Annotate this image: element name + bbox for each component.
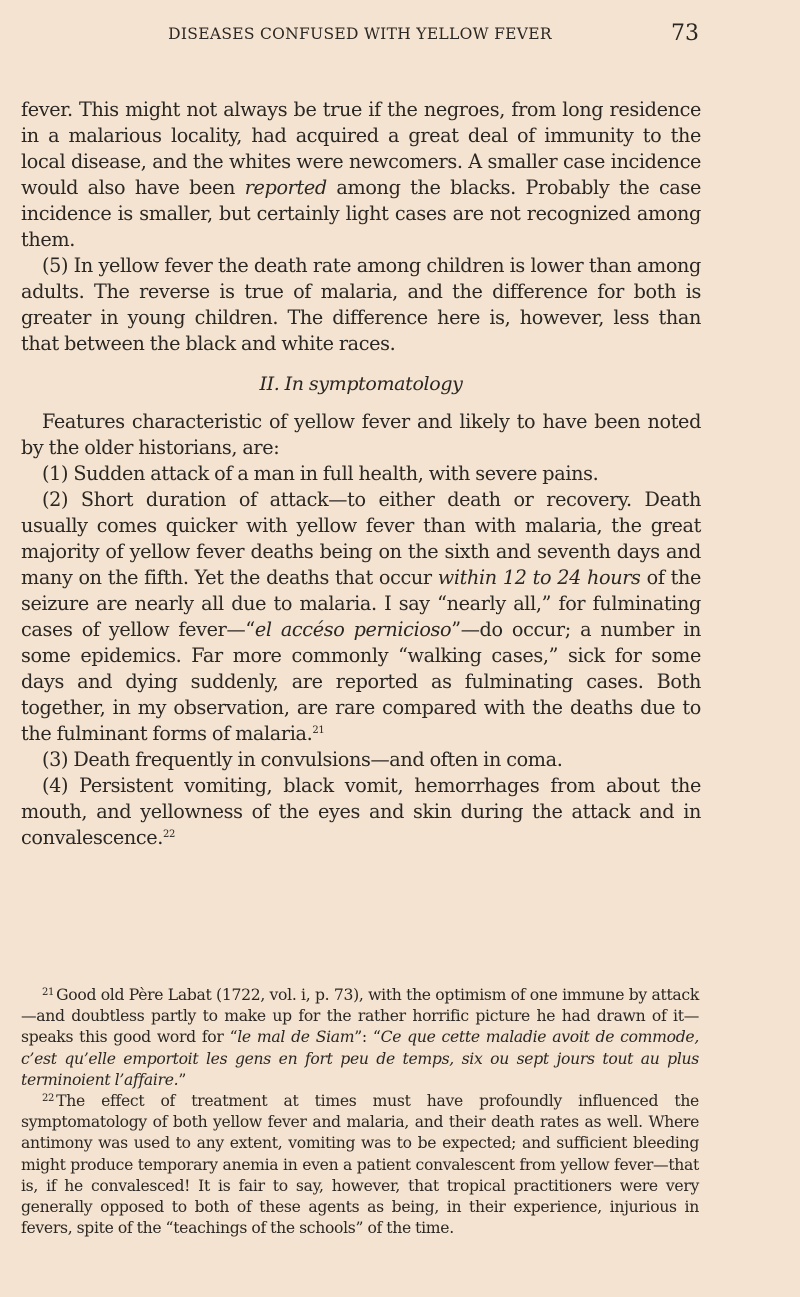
list-item-4: (4) Persistent vomiting, black vomit, hemorrhages from about the mouth, and yellowness of the eyes and skin during the attack and in convalescence.$^{22}$ [21, 774, 701, 849]
emphasis: el accéso pernicioso [254, 618, 452, 641]
running-title: DISEASES CONFUSED WITH YELLOW FEVER [168, 25, 552, 43]
footnote-mark: 22 [42, 1093, 55, 1105]
footnotes [21, 985, 699, 1239]
list-item-1: (1) Sudden attack of a man in full health, with severe pains. [42, 462, 599, 485]
emphasis: within 12 to 24 hours [437, 566, 641, 589]
page-number: 73 [671, 21, 699, 46]
footnote-mark: 21 [42, 987, 55, 998]
list-item-3: (3) Death frequently in convulsions—and often in coma. [42, 748, 563, 771]
emphasis: reported [244, 176, 327, 199]
body-text [21, 97, 701, 851]
list-item-2: (2) Short duration of attack—to either death or recovery. Death usually comes quicker with yellow fever than with malaria, the great majority of yellow fever deaths being on the sixth and seventh days and many on the fifth. Yet the deaths that occur within 12 to 24 hours of the seizure are nearly all due to malaria. I say “nearly all,” for fulminating cases of yellow fever—“el accéso pernicioso”—do occur; a number in some epidemics. Far more commonly “walking cases,” sick for some days and dying suddenly, are reported as fulminating cases. Both together, in my observation, are rare compared with the deaths due to the fulminant forms of malaria.$^{21}$ [21, 488, 702, 745]
footnote-ref-22[interactable]: 22 [163, 829, 176, 840]
footnote-22: $^{22}$ The effect of treatment at times must have profoundly influenced the symptomatology of both yellow fever and malaria, and their death rates as well. Where antimony was used to any extent, vomiting was to be expected; and sufficient bleeding might produce temporary anemia in even a patient convalescent from yellow fever—that is, if he convalesced! It is fair to say, however, that tropical practitioners were very generally opposed to both of these agents as being, in their experience, injurious in fevers, spite of the “teachings of the schools” of the time. [21, 1092, 699, 1238]
paragraph-features-intro: Features characteristic of yellow fever and likely to have been noted by the older historians, are: [21, 410, 701, 459]
footnote-ref-21[interactable]: 21 [312, 725, 325, 736]
running-head [21, 21, 699, 51]
section-heading: II. In symptomatology [259, 373, 463, 395]
paragraph-point-5: (5) In yellow fever the death rate among children is lower than among adults. The reverse is true of malaria, and the difference for both is greater in young children. The difference here is, however, less than that between the black and white races. [21, 254, 701, 355]
paragraph-continuation: fever. This might not always be true if the negroes, from long residence in a malarious locality, had acquired a great deal of immunity to the local disease, and the whites were newcomers. A smaller case incidence would also have been reported among the blacks. Probably the case incidence is smaller, but certainly light cases are not recognized among them. [21, 98, 701, 251]
footnote-21: $^{21}$ Good old Père Labat (1722, vol. i, p. 73), with the optimism of one immune by attack—and doubtless partly to make up for the rather horrific picture he had drawn of it—speaks this good word for “le mal de Siam”: “Ce que cette maladie avoit de commode, c’est qu’elle emportoit les gens en fort peu de temps, six ou sept jours tout au plus terminoient l’affaire.” [21, 986, 699, 1089]
